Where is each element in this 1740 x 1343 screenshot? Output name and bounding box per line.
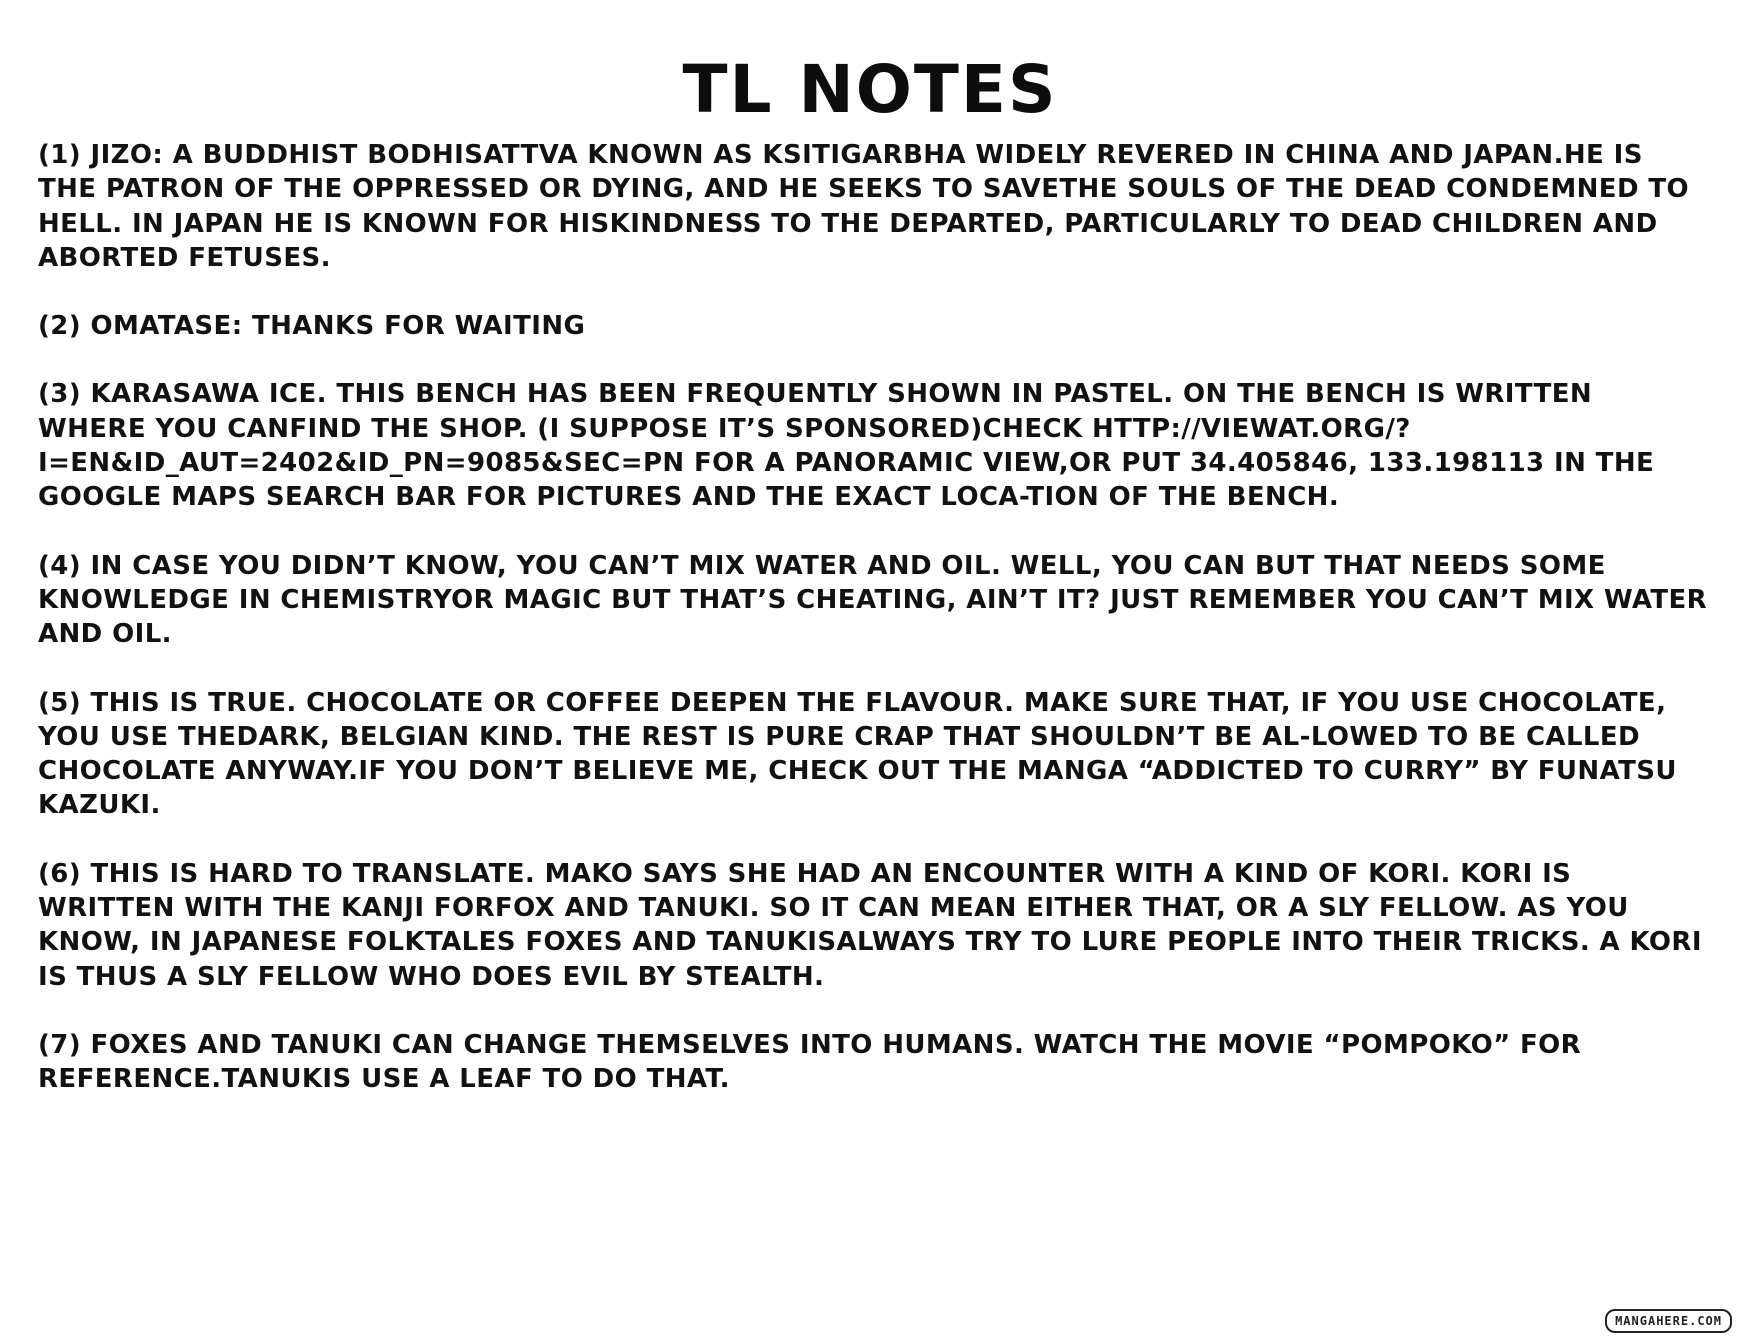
note-5: (5) THIS IS TRUE. CHOCOLATE OR COFFEE DEEPEN THE FLAVOUR. MAKE SURE THAT, IF YOU USE CHOCOLATE, YOU USE THEDARK, BELGIAN KIND. THE REST IS PURE CRAP THAT SHOULDN’T BE AL-LOWED TO BE CALLED CHOCOLATE ANYWAY.IF YOU DON’T BELIEVE ME, CHECK OUT THE MANGA “ADDICTED TO CURRY” BY FUNATSU KAZUKI. — [38, 687, 1677, 821]
note-3: (3) KARASAWA ICE. THIS BENCH HAS BEEN FREQUENTLY SHOWN IN PASTEL. ON THE BENCH IS WRITTEN WHERE YOU CANFIND THE SHOP. (I SUPPOSE IT’S SPONSORED)CHECK HTTP://VIEWAT.ORG/?I=EN&ID_AUT=2402&ID_PN=9085&SEC=PN FOR A PANORAMIC VIEW,OR PUT 34.405846, 133.198113 IN THE GOOGLE MAPS SEARCH BAR FOR PICTURES AND THE EXACT LOCA-TION OF THE BENCH. — [38, 379, 1655, 513]
note-7: (7) FOXES AND TANUKI CAN CHANGE THEMSELVES INTO HUMANS. WATCH THE MOVIE “POMPOKO” FOR REFERENCE.TANUKIS USE A LEAF TO DO THAT. — [38, 1029, 1582, 1095]
note-2: (2) OMATASE: THANKS FOR WAITING — [38, 311, 586, 342]
note-4: (4) IN CASE YOU DIDN’T KNOW, YOU CAN’T MIX WATER AND OIL. WELL, YOU CAN BUT THAT NEEDS SOME KNOWLEDGE IN CHEMISTRYOR MAGIC BUT THAT’S CHEATING, AIN’T IT? JUST REMEMBER YOU CAN’T MIX WATER AND OIL. — [38, 550, 1708, 650]
notes-list — [38, 138, 1708, 1131]
site-watermark: MANGAHERE.COM — [1605, 1309, 1732, 1333]
page-title: TL NOTES — [682, 51, 1058, 128]
note-1: (1) JIZO: A BUDDHIST BODHISATTVA KNOWN AS KSITIGARBHA WIDELY REVERED IN CHINA AND JAPAN.HE IS THE PATRON OF THE OPPRESSED OR DYING, AND HE SEEKS TO SAVETHE SOULS OF THE DEAD CONDEMNED TO HELL. IN JAPAN HE IS KNOWN FOR HISKINDNESS TO THE DEPARTED, PARTICULARLY TO DEAD CHILDREN AND ABORTED FETUSES. — [38, 140, 1690, 273]
note-6: (6) THIS IS HARD TO TRANSLATE. MAKO SAYS SHE HAD AN ENCOUNTER WITH A KIND OF KORI. KORI IS WRITTEN WITH THE KANJI FORFOX AND TANUKI. SO IT CAN MEAN EITHER THAT, OR A SLY FELLOW. AS YOU KNOW, IN JAPANESE FOLKTALES FOXES AND TANUKISALWAYS TRY TO LURE PEOPLE INTO THEIR TRICKS. A KORI IS THUS A SLY FELLOW WHO DOES EVIL BY STEALTH. — [38, 858, 1702, 992]
